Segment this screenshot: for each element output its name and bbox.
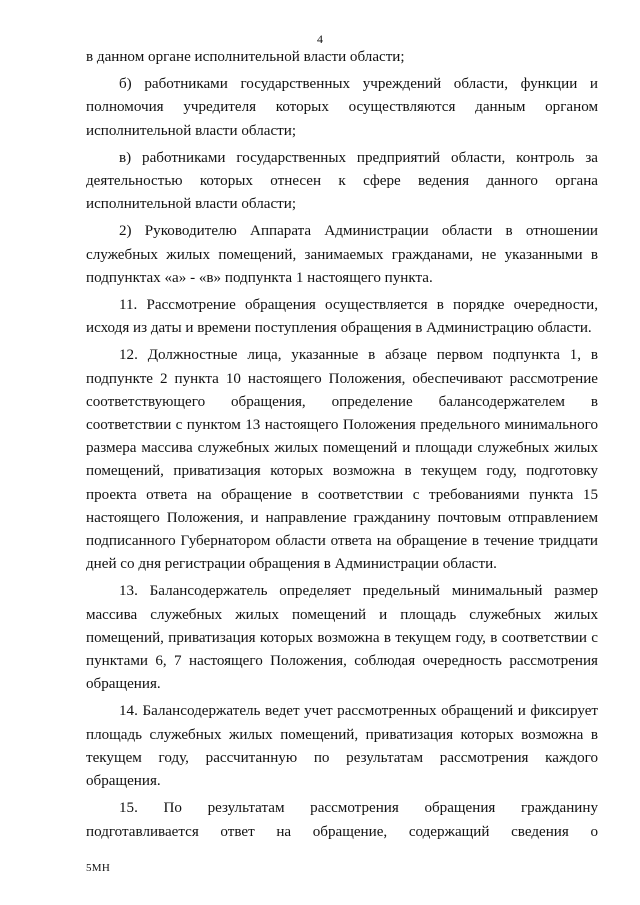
paragraph-subitem-v: в) работниками государственных предприятий области, контроль за деятельностью которых отнесен к сфере ведения данного органа исполнительной власти области; (86, 149, 598, 213)
page-number: 4 (317, 32, 323, 46)
paragraph-item-15: 15. По результатам рассмотрения обращения гражданину подготавливается ответ на обращение, содержащий сведения о (86, 800, 598, 840)
paragraph-item-13: 13. Балансодержатель определяет предельный минимальный размер массива служебных жилых помещений и площадь служебных жилых помещений, приватизация которых возможна в текущем году, в соответствии с пунктами 6, 7 настоящего Положения, соблюдая очередность рассмотрения обращения. (86, 583, 598, 693)
paragraph-subitem-2: 2) Руководителю Аппарата Администрации области в отношении служебных жилых помещений, занимаемых гражданами, не указанными в подпунктах «а» - «в» подпункта 1 настоящего пункта. (86, 223, 598, 286)
paragraph-item-12: 12. Должностные лица, указанные в абзаце первом подпункта 1, в подпункте 2 пункта 10 настоящего Положения, обеспечивают рассмотрение соответствующего обращения, определение балансодержателем в соответствии с пунктом 13 настоящего Положения предельного минимального размера массива служебных жилых помещений и площади служебных жилых помещений, приватизация которых возможна в текущем году, подготовку проекта ответа на обращение в соответствии с требованиями пункта 15 настоящего Положения, и направление гражданину почтовым отправлением подписанного Губернатором области ответа на обращение в течение тридцати дней со дня регистрации обращения в Администрации области. (86, 347, 598, 573)
document-body (86, 46, 598, 848)
footer-code: 5МН (86, 862, 111, 874)
paragraph-subitem-b: б) работниками государственных учреждений области, функции и полномочия учредителя которых осуществляются данным органом исполнительной власти области; (86, 76, 598, 139)
paragraph-continuation: в данном органе исполнительной власти области; (86, 49, 405, 65)
paragraph-item-11: 11. Рассмотрение обращения осуществляется в порядке очередности, исходя из даты и времени поступления обращения в Администрацию области. (86, 297, 598, 337)
paragraph-item-14: 14. Балансодержатель ведет учет рассмотренных обращений и фиксирует площадь служебных жилых помещений, приватизация которых возможна в текущем году, рассчитанную по результатам рассмотрения каждого обращения. (86, 703, 598, 790)
